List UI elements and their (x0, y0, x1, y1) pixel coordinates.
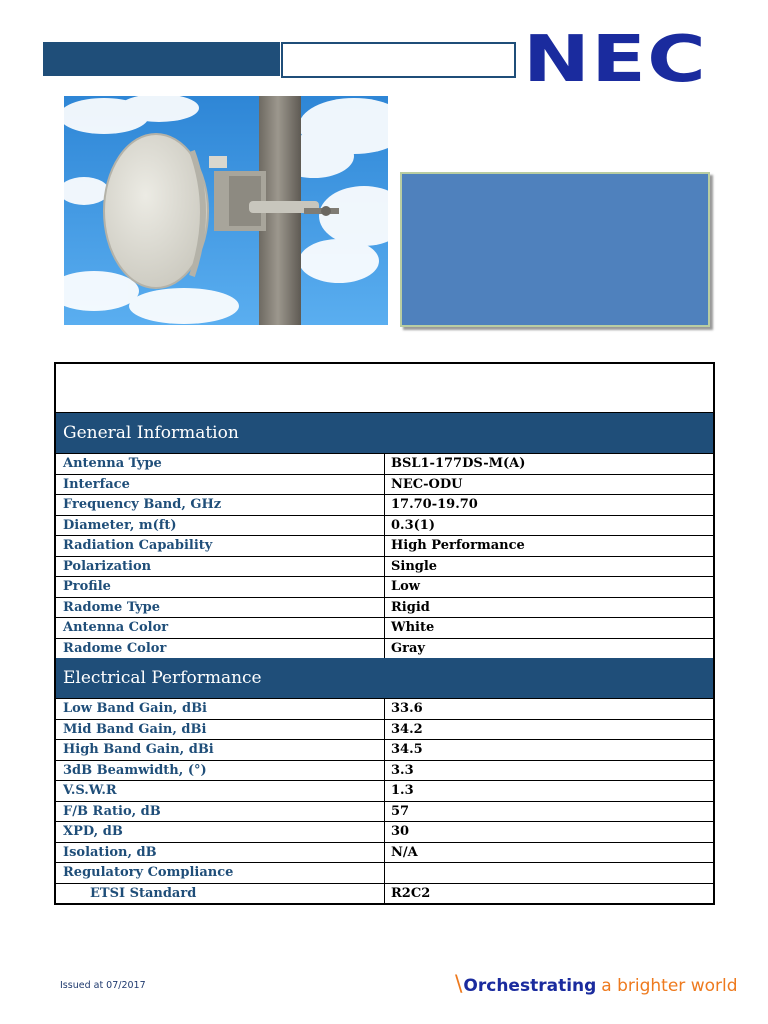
spec-row (56, 516, 713, 537)
spec-row (56, 495, 713, 516)
electrical-performance-header: Electrical Performance (56, 658, 713, 699)
spec-value: Gray (391, 640, 425, 656)
spec-row (56, 822, 713, 843)
antenna-photo-image (64, 96, 388, 325)
spec-label: High Band Gain, dBi (56, 740, 385, 760)
spec-value: N/A (391, 844, 418, 860)
spec-value: 3.3 (391, 762, 414, 778)
electrical-performance-rows (56, 699, 713, 903)
spec-label: Mid Band Gain, dBi (56, 720, 385, 740)
spec-row (56, 761, 713, 782)
spec-value: High Performance (391, 538, 525, 553)
spec-row (56, 454, 713, 475)
spec-row (56, 802, 713, 823)
spec-label: V.S.W.R (56, 781, 385, 801)
spec-row (56, 884, 713, 904)
info-box (400, 172, 710, 327)
spec-row (56, 843, 713, 864)
spec-row (56, 699, 713, 720)
spec-value: Low (391, 579, 421, 594)
spec-label: Antenna Type (56, 454, 385, 474)
spec-label: Diameter, m(ft) (56, 516, 385, 536)
spec-row (56, 475, 713, 496)
spec-value: 17.70-19.70 (391, 497, 478, 512)
spec-row (56, 618, 713, 639)
spec-value: 1.3 (391, 783, 414, 798)
spec-value (385, 863, 391, 883)
spec-label: Profile (56, 577, 385, 597)
spec-row (56, 536, 713, 557)
spec-label: Radome Color (56, 639, 385, 659)
spec-label: Radiation Capability (56, 536, 385, 556)
spec-table (54, 362, 715, 905)
spec-value: 34.2 (391, 721, 423, 737)
spec-label: Frequency Band, GHz (56, 495, 385, 515)
spec-value: R2C2 (391, 885, 431, 901)
spec-value: BSL1-177DS-M(A) (391, 456, 526, 471)
tagline-rest: a brighter world (601, 976, 738, 996)
header-box (281, 42, 516, 78)
spec-row (56, 557, 713, 578)
spec-label: Interface (56, 475, 385, 495)
spec-value: 33.6 (391, 701, 423, 716)
spec-value: 34.5 (391, 742, 423, 757)
spec-label: Regulatory Compliance (56, 863, 385, 883)
spec-value: Single (391, 558, 438, 574)
spec-label: Isolation, dB (56, 843, 385, 863)
spec-value: White (391, 620, 435, 635)
spec-row (56, 639, 713, 659)
spec-row (56, 740, 713, 761)
spec-label: Low Band Gain, dBi (56, 699, 385, 719)
issued-date: Issued at 07/2017 (60, 980, 146, 991)
header-bar (43, 42, 280, 76)
spec-row (56, 863, 713, 884)
spec-label: Radome Type (56, 598, 385, 618)
nec-logo: NEC (523, 23, 708, 97)
spec-value: Rigid (391, 599, 430, 615)
spec-value: 0.3(1) (391, 517, 435, 533)
spec-label: 3dB Beamwidth, (°) (56, 761, 385, 781)
antenna-photo (64, 96, 388, 325)
spec-label: Antenna Color (56, 618, 385, 638)
tagline-slash-mark: \ (455, 972, 463, 997)
spec-value: 57 (391, 803, 410, 819)
spec-value: 30 (391, 824, 410, 839)
spec-label: ETSI Standard (56, 884, 385, 904)
spec-row (56, 577, 713, 598)
nec-tagline (455, 972, 738, 997)
spec-row (56, 781, 713, 802)
spec-row (56, 598, 713, 619)
spec-label: Polarization (56, 557, 385, 577)
spec-title-row (56, 364, 713, 413)
spec-row (56, 720, 713, 741)
general-information-rows (56, 454, 713, 658)
general-information-header: General Information (56, 413, 713, 454)
spec-value: NEC-ODU (391, 476, 463, 492)
spec-label: F/B Ratio, dB (56, 802, 385, 822)
spec-label: XPD, dB (56, 822, 385, 842)
tagline-bold: Orchestrating (463, 976, 597, 996)
